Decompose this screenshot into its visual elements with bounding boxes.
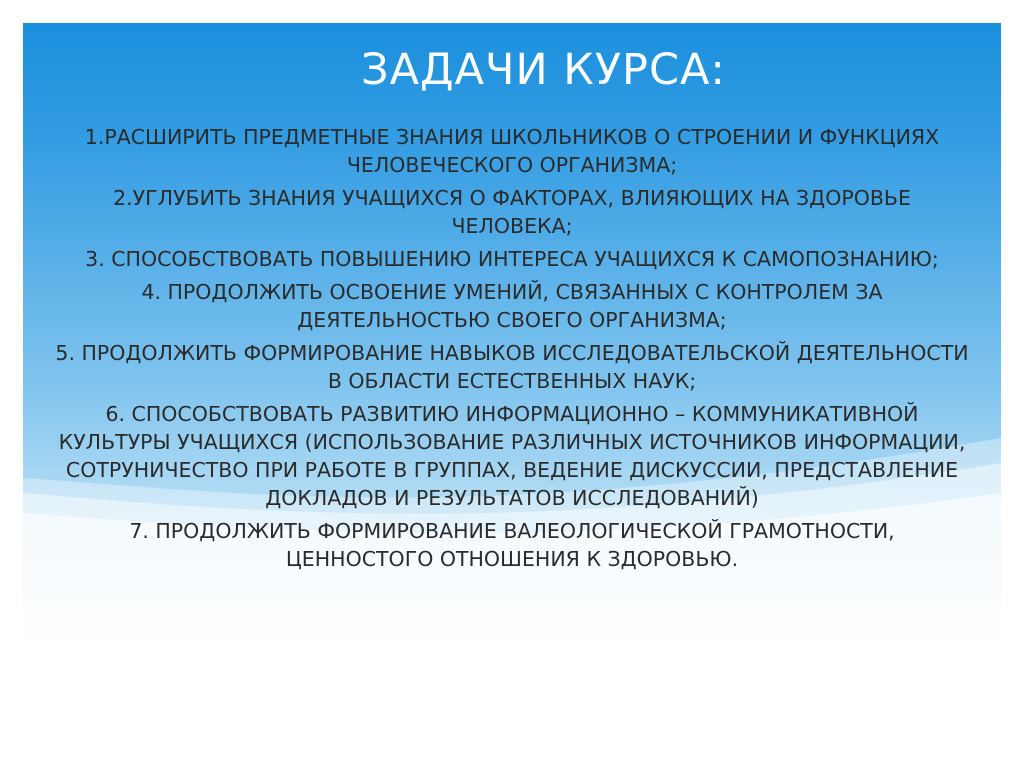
task-item-4: 4. ПРОДОЛЖИТЬ ОСВОЕНИЕ УМЕНИЙ, СВЯЗАННЫХ С КОНТРОЛЕМ ЗА ДЕЯТЕЛЬНОСТЬЮ СВОЕГО ОРГАНИЗМА;	[141, 280, 883, 332]
slide	[23, 23, 1001, 735]
task-item-7: 7. ПРОДОЛЖИТЬ ФОРМИРОВАНИЕ ВАЛЕОЛОГИЧЕСКОЙ ГРАМОТНОСТИ, ЦЕННОСТОГО ОТНОШЕНИЯ К ЗДОРОВЬЮ.	[129, 519, 895, 571]
task-item-1: 1.РАСШИРИТЬ ПРЕДМЕТНЫЕ ЗНАНИЯ ШКОЛЬНИКОВ О СТРОЕНИИ И ФУНКЦИЯХ ЧЕЛОВЕЧЕСКОГО ОРГАНИЗМА;	[84, 125, 940, 177]
task-item-6: 6. СПОСОБСТВОВАТЬ РАЗВИТИЮ ИНФОРМАЦИОННО – КОММУНИКАТИВНОЙ КУЛЬТУРЫ УЧАЩИХСЯ (ИСПОЛЬЗОВАНИЕ РАЗЛИЧНЫХ ИСТОЧНИКОВ ИНФОРМАЦИИ, СОТРУНИЧЕСТВО ПРИ РАБОТЕ В ГРУППАХ, ВЕДЕНИЕ ДИСКУССИИ, ПРЕДСТАВЛЕНИЕ ДОКЛАДОВ И РЕЗУЛЬТАТОВ ИССЛЕДОВАНИЙ)	[58, 402, 966, 510]
task-item-3: 3. СПОСОБСТВОВАТЬ ПОВЫШЕНИЮ ИНТЕРЕСА УЧАЩИХСЯ К САМОПОЗНАНИЮ;	[85, 247, 939, 271]
task-item-5: 5. ПРОДОЛЖИТЬ ФОРМИРОВАНИЕ НАВЫКОВ ИССЛЕДОВАТЕЛЬСКОЙ ДЕЯТЕЛЬНОСТИ В ОБЛАСТИ ЕСТЕСТВЕННЫХ НАУК;	[55, 341, 969, 393]
slide-title: ЗАДАЧИ КУРСА:	[361, 45, 726, 95]
task-item-2: 2.УГЛУБИТЬ ЗНАНИЯ УЧАЩИХСЯ О ФАКТОРАХ, ВЛИЯЮЩИХ НА ЗДОРОВЬЕ ЧЕЛОВЕКА;	[113, 186, 911, 238]
task-list	[53, 123, 971, 578]
